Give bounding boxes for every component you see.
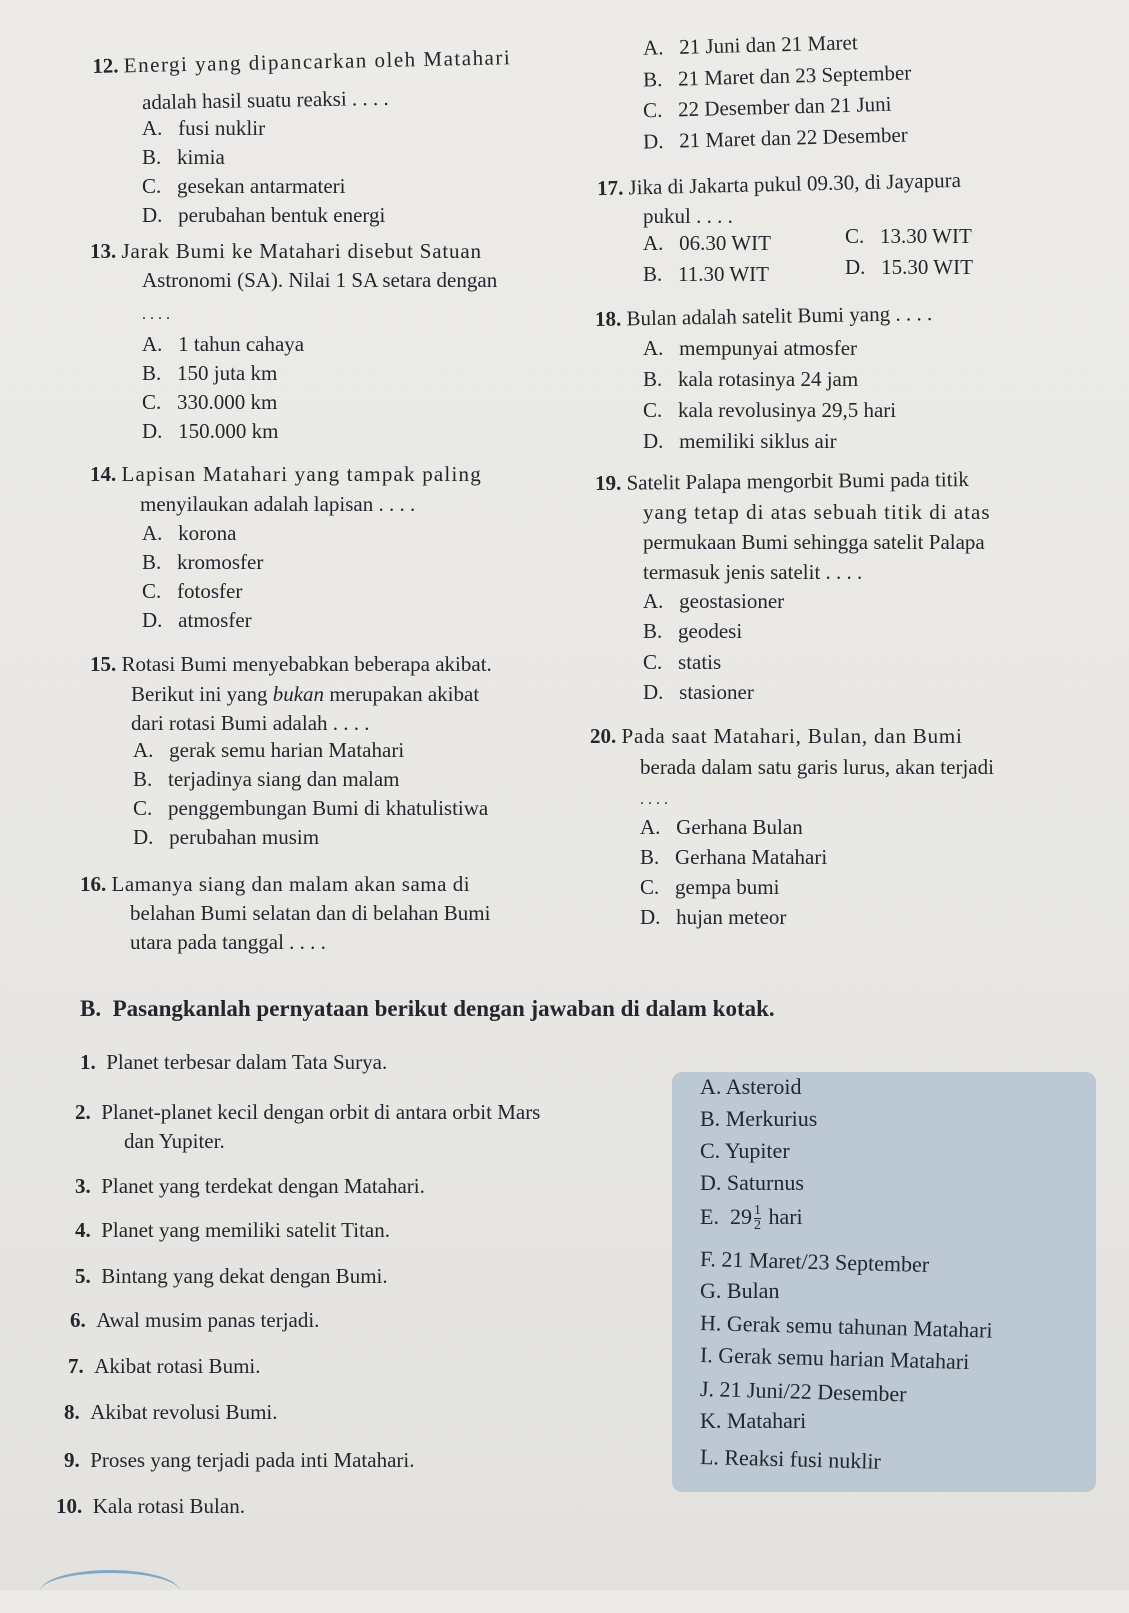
answer-l: L. Reaksi fusi nuklir bbox=[699, 1444, 882, 1474]
answer-c: C. Yupiter bbox=[700, 1138, 790, 1163]
question-17 bbox=[597, 166, 961, 203]
question-13 bbox=[90, 237, 482, 266]
question-text-line: Astronomi (SA). Nilai 1 SA setara dengan bbox=[142, 268, 498, 292]
option-c: C. 13.30 WIT bbox=[845, 224, 972, 248]
decorative-swoosh bbox=[40, 1570, 180, 1613]
option-c: C. fotosfer bbox=[142, 579, 243, 603]
option-a: A. mempunyai atmosfer bbox=[643, 336, 858, 360]
match-item-2-line2: dan Yupiter. bbox=[124, 1129, 225, 1153]
fraction: $\frac{1}{2}$ bbox=[753, 1203, 761, 1234]
question-number: 16. bbox=[80, 872, 107, 896]
match-item-10: 10. Kala rotasi Bulan. bbox=[56, 1494, 245, 1518]
option-d: D. perubahan bentuk energi bbox=[142, 203, 386, 227]
option-d: D. stasioner bbox=[643, 680, 754, 704]
question-text: Jika di Jakarta pukul 09.30, di Jayapura bbox=[628, 167, 962, 200]
option-c: C. statis bbox=[643, 650, 722, 674]
question-text-line: permukaan Bumi sehingga satelit Palapa bbox=[643, 530, 985, 554]
question-text: Satelit Palapa mengorbit Bumi pada titik bbox=[626, 467, 969, 495]
question-15 bbox=[90, 650, 492, 679]
match-item-4: 4. Planet yang memiliki satelit Titan. bbox=[75, 1218, 390, 1242]
answer-h: H. Gerak semu tahunan Matahari bbox=[699, 1310, 993, 1343]
match-item-6: 6. Awal musim panas terjadi. bbox=[70, 1308, 320, 1332]
answer-e: E. 29 $\frac{1}{2}$ hari bbox=[700, 1203, 803, 1234]
question-text: Jarak Bumi ke Matahari disebut Satuan bbox=[121, 239, 482, 263]
answer-d: D. Saturnus bbox=[700, 1170, 804, 1195]
question-19 bbox=[595, 465, 969, 498]
option-c: C. penggembungan Bumi di khatulistiwa bbox=[133, 796, 489, 820]
option-a: A. gerak semu harian Matahari bbox=[133, 738, 405, 762]
option-d: D. atmosfer bbox=[142, 608, 252, 632]
question-text-line: utara pada tanggal . . . . bbox=[130, 930, 326, 954]
answer-g: G. Bulan bbox=[700, 1278, 780, 1303]
option-b: B. 150 juta km bbox=[142, 361, 278, 385]
question-number: 15. bbox=[90, 652, 117, 676]
question-text-line: Berikut ini yang bukan merupakan akibat bbox=[131, 682, 480, 706]
answer-b: B. Merkurius bbox=[700, 1106, 818, 1131]
question-number: 19. bbox=[594, 470, 622, 495]
option-d: D. perubahan musim bbox=[133, 825, 320, 849]
question-text: Lamanya siang dan malam akan sama di bbox=[111, 872, 471, 896]
question-text: Rotasi Bumi menyebabkan beberapa akibat. bbox=[121, 652, 492, 676]
answer-k: K. Matahari bbox=[700, 1408, 807, 1433]
option-b: B. geodesi bbox=[643, 619, 743, 643]
question-text-line: pukul . . . . bbox=[643, 204, 733, 228]
option-a: A. 1 tahun cahaya bbox=[142, 332, 305, 356]
question-text: Bulan adalah satelit Bumi yang . . . . bbox=[626, 301, 933, 331]
question-16 bbox=[80, 870, 470, 899]
question-text-line: yang tetap di atas sebuah titik di atas bbox=[643, 500, 991, 524]
option-d: D. memiliki siklus air bbox=[643, 429, 837, 453]
option-c: C. kala revolusinya 29,5 hari bbox=[643, 398, 897, 422]
match-item-3: 3. Planet yang terdekat dengan Matahari. bbox=[75, 1174, 425, 1198]
question-12 bbox=[92, 43, 511, 81]
question-text-line: menyilaukan adalah lapisan . . . . bbox=[140, 492, 416, 516]
question-18 bbox=[595, 299, 933, 334]
option-b: B. 11.30 WIT bbox=[643, 262, 769, 286]
question-number: 12. bbox=[92, 53, 119, 78]
option-c: C. gesekan antarmateri bbox=[142, 174, 346, 198]
option-b: B. Gerhana Matahari bbox=[640, 845, 828, 869]
option-c: C. 330.000 km bbox=[142, 390, 278, 414]
match-item-8: 8. Akibat revolusi Bumi. bbox=[64, 1400, 278, 1424]
option-c: C. 22 Desember dan 21 Juni bbox=[642, 91, 892, 123]
match-item-9: 9. Proses yang terjadi pada inti Matahari. bbox=[64, 1448, 415, 1472]
question-text: Pada saat Matahari, Bulan, dan Bumi bbox=[621, 724, 963, 748]
question-number: 14. bbox=[90, 462, 117, 486]
question-number: 13. bbox=[90, 239, 117, 263]
answer-f: F. 21 Maret/23 September bbox=[699, 1246, 930, 1277]
option-d: D. 21 Maret dan 22 Desember bbox=[642, 122, 909, 154]
question-text-line: belahan Bumi selatan dan di belahan Bumi bbox=[130, 901, 491, 925]
option-b: B. terjadinya siang dan malam bbox=[133, 767, 400, 791]
question-number: 20. bbox=[590, 724, 617, 748]
match-item-2: 2. Planet-planet kecil dengan orbit di antara orbit Mars bbox=[75, 1100, 541, 1124]
question-text-line: dari rotasi Bumi adalah . . . . bbox=[131, 711, 370, 735]
question-text-line: . . . . bbox=[142, 306, 170, 323]
option-a: A. 06.30 WIT bbox=[643, 231, 771, 255]
match-item-5: 5. Bintang yang dekat dengan Bumi. bbox=[75, 1264, 388, 1288]
option-b: B. kala rotasinya 24 jam bbox=[643, 367, 859, 391]
match-item-7: 7. Akibat rotasi Bumi. bbox=[68, 1354, 261, 1378]
section-b-heading: B. Pasangkanlah pernyataan berikut dengan jawaban di dalam kotak. bbox=[80, 996, 775, 1021]
option-d: D. hujan meteor bbox=[640, 905, 787, 929]
option-d: D. 15.30 WIT bbox=[845, 255, 973, 279]
option-d: D. 150.000 km bbox=[142, 419, 279, 443]
question-14 bbox=[90, 460, 482, 489]
question-text-line: termasuk jenis satelit . . . . bbox=[643, 560, 863, 584]
answer-j: J. 21 Juni/22 Desember bbox=[699, 1376, 907, 1407]
question-text: Energi yang dipancarkan oleh Matahari bbox=[123, 45, 512, 78]
option-b: B. kimia bbox=[142, 145, 225, 169]
option-a: A. fusi nuklir bbox=[142, 116, 266, 140]
match-item-1: 1. Planet terbesar dalam Tata Surya. bbox=[80, 1050, 388, 1074]
question-text: Lapisan Matahari yang tampak paling bbox=[121, 462, 482, 486]
option-a: A. Gerhana Bulan bbox=[640, 815, 803, 839]
option-b: B. 21 Maret dan 23 September bbox=[642, 60, 912, 92]
question-text-line: adalah hasil suatu reaksi . . . . bbox=[141, 85, 389, 115]
question-20 bbox=[590, 722, 963, 751]
answer-i: I. Gerak semu harian Matahari bbox=[699, 1342, 970, 1375]
option-c: C. gempa bumi bbox=[640, 875, 780, 899]
option-b: B. kromosfer bbox=[142, 550, 264, 574]
question-number: 17. bbox=[596, 175, 624, 201]
option-a: A. korona bbox=[142, 521, 237, 545]
question-text-line: berada dalam satu garis lurus, akan terjadi bbox=[640, 755, 994, 779]
option-a: A. geostasioner bbox=[643, 589, 785, 613]
option-a: A. 21 Juni dan 21 Maret bbox=[642, 30, 858, 60]
answer-a: A. Asteroid bbox=[700, 1074, 802, 1099]
question-text-line: . . . . bbox=[640, 791, 668, 808]
question-number: 18. bbox=[594, 306, 622, 331]
